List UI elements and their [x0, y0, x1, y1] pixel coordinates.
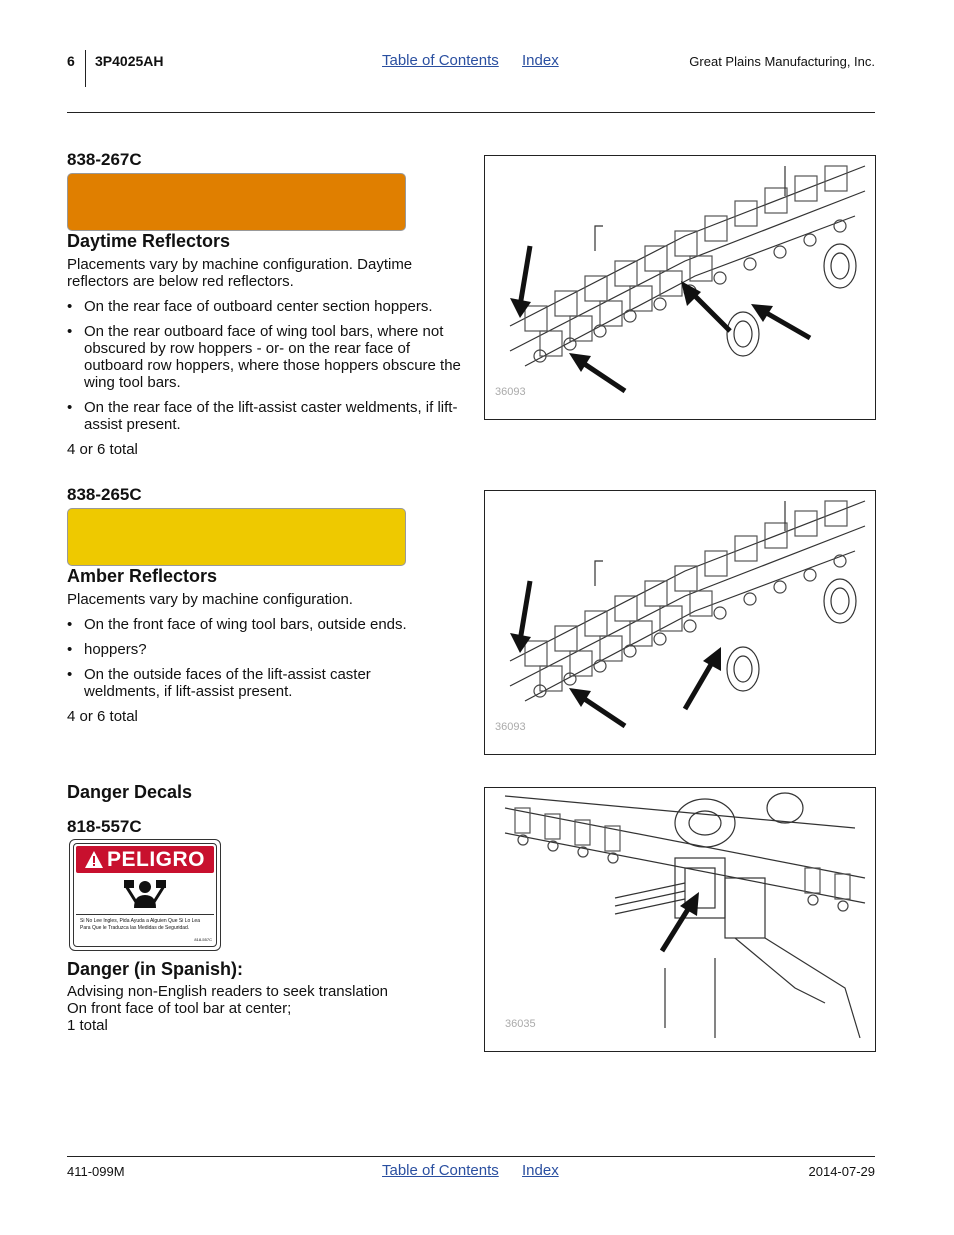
reading-person-icon: [122, 878, 168, 910]
list-item: • On the front face of wing tool bars, outside ends.: [67, 616, 437, 633]
toc-link[interactable]: Table of Contents: [382, 52, 499, 69]
intro-text: Placements vary by machine configuration. Daytime reflectors are below red reflectors.: [67, 256, 413, 290]
color-swatch-orange: [67, 173, 406, 231]
intro-text: Placements vary by machine configuration.: [67, 591, 353, 608]
description-line: 1 total: [67, 1017, 108, 1034]
description-line: On front face of tool bar at center;: [67, 1000, 292, 1017]
part-number-818-557c: 818-557C: [67, 817, 142, 836]
doc-id: 3P4025AH: [95, 53, 164, 69]
description-line: Advising non-English readers to seek translation: [67, 983, 389, 1000]
section-title-daytime-reflectors: Daytime Reflectors: [67, 231, 231, 251]
toolbar-illustration: [485, 788, 875, 1051]
part-number-838-265c: 838-265C: [67, 485, 142, 504]
footer-rule: [67, 1156, 875, 1157]
seeder-illustration: [485, 491, 875, 754]
list-item: • On the rear outboard face of wing tool bars, where not obscured by row hoppers - or- on the rear face of outboard row hoppers, where those hoppers obscure the wing tool bars.: [67, 323, 462, 391]
danger-decal: [69, 839, 221, 951]
bullet-list: [67, 616, 437, 708]
list-item: • On the rear face of outboard center section hoppers.: [67, 298, 462, 315]
part-number-838-267c: 838-267C: [67, 150, 142, 169]
figure-seeder-rear-daytime: [484, 155, 876, 420]
decal-part-code: 818-557C: [194, 937, 212, 942]
color-swatch-amber: [67, 508, 406, 566]
seeder-illustration: [485, 156, 875, 419]
figure-number: 36035: [505, 1018, 536, 1030]
section-title-danger-spanish: Danger (in Spanish):: [67, 959, 244, 979]
company-name: Great Plains Manufacturing, Inc.: [689, 54, 875, 69]
list-item: • On the rear face of the lift-assist caster weldments, if lift-assist present.: [67, 399, 462, 433]
footer-doc-number: 411-099M: [67, 1164, 125, 1179]
figure-seeder-front-amber: [484, 490, 876, 755]
section-title-amber-reflectors: Amber Reflectors: [67, 566, 218, 586]
decal-divider: [76, 914, 214, 915]
decal-header-text: PELIGRO: [107, 848, 206, 871]
section-title-danger-decals: Danger Decals: [67, 782, 193, 802]
warning-triangle-icon: [84, 850, 104, 869]
footer-index-link[interactable]: Index: [522, 1162, 559, 1179]
figure-number: 36093: [495, 386, 526, 398]
page-number: 6: [67, 53, 75, 69]
total-text: 4 or 6 total: [67, 708, 138, 725]
footer-date: 2014-07-29: [808, 1164, 875, 1179]
decal-small-text: Si No Lee Ingles, Pida Ayuda a Alguien Que Si Lo Lea Para Que le Traduzca las Medidas de Seguridad.: [80, 918, 200, 931]
index-link[interactable]: Index: [522, 52, 559, 69]
footer-toc-link[interactable]: Table of Contents: [382, 1162, 499, 1179]
total-text: 4 or 6 total: [67, 441, 138, 458]
list-item: • On the outside faces of the lift-assist caster weldments, if lift-assist present.: [67, 666, 437, 700]
decal-header-band: [76, 846, 214, 873]
list-item: • hoppers?: [67, 641, 437, 658]
header-rule: [67, 112, 875, 113]
figure-number: 36093: [495, 721, 526, 733]
header-divider: [85, 50, 86, 87]
bullet-list: [67, 298, 462, 441]
figure-toolbar-center: [484, 787, 876, 1052]
